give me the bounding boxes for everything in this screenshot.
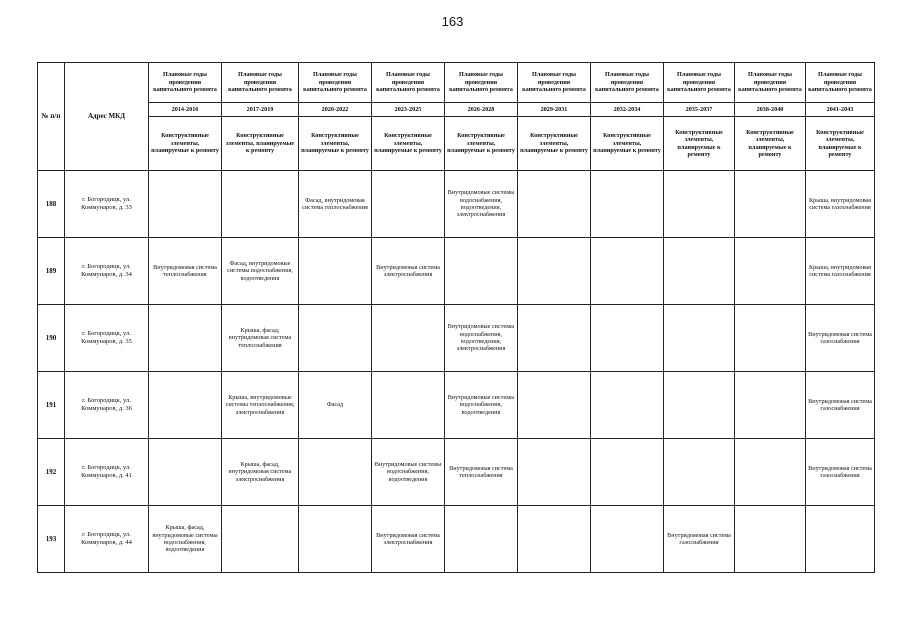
plan-header: Плановые годы проведения капитального ремонта bbox=[806, 63, 875, 103]
repair-cell bbox=[735, 372, 806, 439]
plan-header: Плановые годы проведения капитального ремонта bbox=[149, 63, 222, 103]
repair-cell bbox=[664, 305, 735, 372]
elements-header: Конструктивные элементы, планируемые к ремонту bbox=[735, 117, 806, 171]
repair-cell bbox=[806, 506, 875, 573]
row-address: г. Богородицк, ул. Коммунаров, д. 35 bbox=[65, 305, 149, 372]
table-row bbox=[38, 238, 875, 305]
elements-header: Конструктивные элементы, планируемые к ремонту bbox=[664, 117, 735, 171]
repair-cell: Крыша, фасад, внутридомовые системы водоснабжения, водоотведения bbox=[149, 506, 222, 573]
repair-cell bbox=[591, 372, 664, 439]
repair-cell bbox=[518, 171, 591, 238]
header-plan-row bbox=[38, 63, 875, 103]
repair-cell: Фасад, внутридомовые системы водоснабжения, водоотведения bbox=[222, 238, 299, 305]
repair-cell bbox=[518, 439, 591, 506]
repair-cell bbox=[591, 439, 664, 506]
row-address: г. Богородицк, ул. Коммунаров, д. 44 bbox=[65, 506, 149, 573]
repair-cell bbox=[299, 305, 372, 372]
period-header: 2020-2022 bbox=[299, 103, 372, 117]
repair-cell: Фасад bbox=[299, 372, 372, 439]
elements-header: Конструктивные элементы, планируемые к ремонту bbox=[372, 117, 445, 171]
repair-cell bbox=[445, 506, 518, 573]
table-row bbox=[38, 171, 875, 238]
repair-cell bbox=[149, 372, 222, 439]
repair-cell bbox=[518, 305, 591, 372]
repair-cell bbox=[372, 372, 445, 439]
repair-cell: Крыша, внутридомовая система газоснабжения bbox=[806, 171, 875, 238]
plan-header: Плановые годы проведения капитального ремонта bbox=[591, 63, 664, 103]
plan-header: Плановые годы проведения капитального ремонта bbox=[222, 63, 299, 103]
elements-header: Конструктивные элементы, планируемые к ремонту bbox=[591, 117, 664, 171]
period-header: 2041-2043 bbox=[806, 103, 875, 117]
plan-header: Плановые годы проведения капитального ремонта bbox=[299, 63, 372, 103]
repair-cell: Крыша, фасад, внутридомовая система теплоснабжения bbox=[222, 305, 299, 372]
repair-cell bbox=[149, 439, 222, 506]
repair-cell: Крыша, фасад, внутридомовая система электроснабжения bbox=[222, 439, 299, 506]
repair-cell bbox=[518, 238, 591, 305]
row-number: 188 bbox=[38, 171, 65, 238]
row-address: г. Богородицк, ул. Коммунаров, д. 34 bbox=[65, 238, 149, 305]
repair-cell: Внутридомовая система теплоснабжения bbox=[445, 439, 518, 506]
period-header: 2029-2031 bbox=[518, 103, 591, 117]
repair-cell bbox=[735, 305, 806, 372]
repair-cell bbox=[735, 171, 806, 238]
repair-cell bbox=[591, 171, 664, 238]
repair-cell bbox=[445, 238, 518, 305]
repair-cell: Внутридомовая система теплоснабжения bbox=[149, 238, 222, 305]
row-address: г. Богородицк, ул. Коммунаров, д. 36 bbox=[65, 372, 149, 439]
row-address: г. Богородицк, ул. Коммунаров, д. 41 bbox=[65, 439, 149, 506]
period-header: 2026-2028 bbox=[445, 103, 518, 117]
period-header: 2023-2025 bbox=[372, 103, 445, 117]
plan-header: Плановые годы проведения капитального ремонта bbox=[735, 63, 806, 103]
repair-cell bbox=[222, 506, 299, 573]
plan-header: Плановые годы проведения капитального ремонта bbox=[372, 63, 445, 103]
elements-header: Конструктивные элементы, планируемые к ремонту bbox=[445, 117, 518, 171]
repair-cell bbox=[664, 171, 735, 238]
row-number: 191 bbox=[38, 372, 65, 439]
repair-cell: Крыша, внутридомовая система газоснабжения bbox=[806, 238, 875, 305]
repair-cell: Внутридомовая система электроснабжения bbox=[372, 506, 445, 573]
repair-cell bbox=[591, 506, 664, 573]
repair-cell bbox=[149, 171, 222, 238]
repair-cell: Внутридомовая система газоснабжения bbox=[806, 372, 875, 439]
elements-header: Конструктивные элементы, планируемые к ремонту bbox=[518, 117, 591, 171]
table-row bbox=[38, 506, 875, 573]
repair-cell: Внутридомовые системы водоснабжения, водоотведения bbox=[445, 372, 518, 439]
period-header: 2017-2019 bbox=[222, 103, 299, 117]
period-header: 2014-2016 bbox=[149, 103, 222, 117]
num-column-header: № п/п bbox=[38, 63, 65, 171]
repair-cell bbox=[299, 439, 372, 506]
plan-header: Плановые годы проведения капитального ремонта bbox=[518, 63, 591, 103]
repair-cell bbox=[664, 372, 735, 439]
capital-repair-table bbox=[37, 62, 875, 573]
plan-header: Плановые годы проведения капитального ремонта bbox=[445, 63, 518, 103]
period-header: 2038-2040 bbox=[735, 103, 806, 117]
repair-cell bbox=[735, 506, 806, 573]
row-number: 192 bbox=[38, 439, 65, 506]
repair-cell bbox=[372, 305, 445, 372]
page-number: 163 bbox=[441, 14, 464, 29]
address-column-header: Адрес МКД bbox=[65, 63, 149, 171]
repair-cell bbox=[735, 238, 806, 305]
repair-cell bbox=[518, 506, 591, 573]
table-row bbox=[38, 372, 875, 439]
repair-cell: Внутридомовые системы водоснабжения, водоотведения bbox=[372, 439, 445, 506]
repair-cell: Внутридомовая система газоснабжения bbox=[806, 305, 875, 372]
repair-cell bbox=[735, 439, 806, 506]
repair-cell bbox=[591, 238, 664, 305]
repair-cell bbox=[372, 171, 445, 238]
elements-header: Конструктивные элементы, планируемые к ремонту bbox=[299, 117, 372, 171]
elements-header: Конструктивные элементы, планируемые к ремонту bbox=[149, 117, 222, 171]
repair-cell bbox=[664, 238, 735, 305]
table-row bbox=[38, 439, 875, 506]
row-number: 189 bbox=[38, 238, 65, 305]
repair-cell: Внутридомовая система электроснабжения bbox=[372, 238, 445, 305]
repair-cell bbox=[518, 372, 591, 439]
table-row bbox=[38, 305, 875, 372]
row-number: 190 bbox=[38, 305, 65, 372]
row-address: г. Богородицк, ул. Коммунаров, д. 33 bbox=[65, 171, 149, 238]
repair-cell: Внутридомовая система газоснабжения bbox=[806, 439, 875, 506]
repair-cell: Фасад, внутридомовая система теплоснабжения bbox=[299, 171, 372, 238]
repair-cell bbox=[149, 305, 222, 372]
header-period-row bbox=[38, 103, 875, 117]
elements-header: Конструктивные элементы, планируемые к ремонту bbox=[222, 117, 299, 171]
header-elements-row bbox=[38, 117, 875, 171]
repair-cell bbox=[222, 171, 299, 238]
repair-cell bbox=[299, 238, 372, 305]
repair-cell: Внутридомовые системы водоснабжения, водоотведения, электроснабжения bbox=[445, 171, 518, 238]
repair-cell: Крыша, внутридомовые системы теплоснабжения, электроснабжения bbox=[222, 372, 299, 439]
row-number: 193 bbox=[38, 506, 65, 573]
repair-cell bbox=[664, 439, 735, 506]
repair-cell bbox=[299, 506, 372, 573]
repair-cell: Внутридомовые системы водоснабжения, водоотведения, электроснабжения bbox=[445, 305, 518, 372]
repair-cell bbox=[591, 305, 664, 372]
period-header: 2032-2034 bbox=[591, 103, 664, 117]
repair-cell: Внутридомовая система газоснабжения bbox=[664, 506, 735, 573]
plan-header: Плановые годы проведения капитального ремонта bbox=[664, 63, 735, 103]
period-header: 2035-2037 bbox=[664, 103, 735, 117]
elements-header: Конструктивные элементы, планируемые к ремонту bbox=[806, 117, 875, 171]
